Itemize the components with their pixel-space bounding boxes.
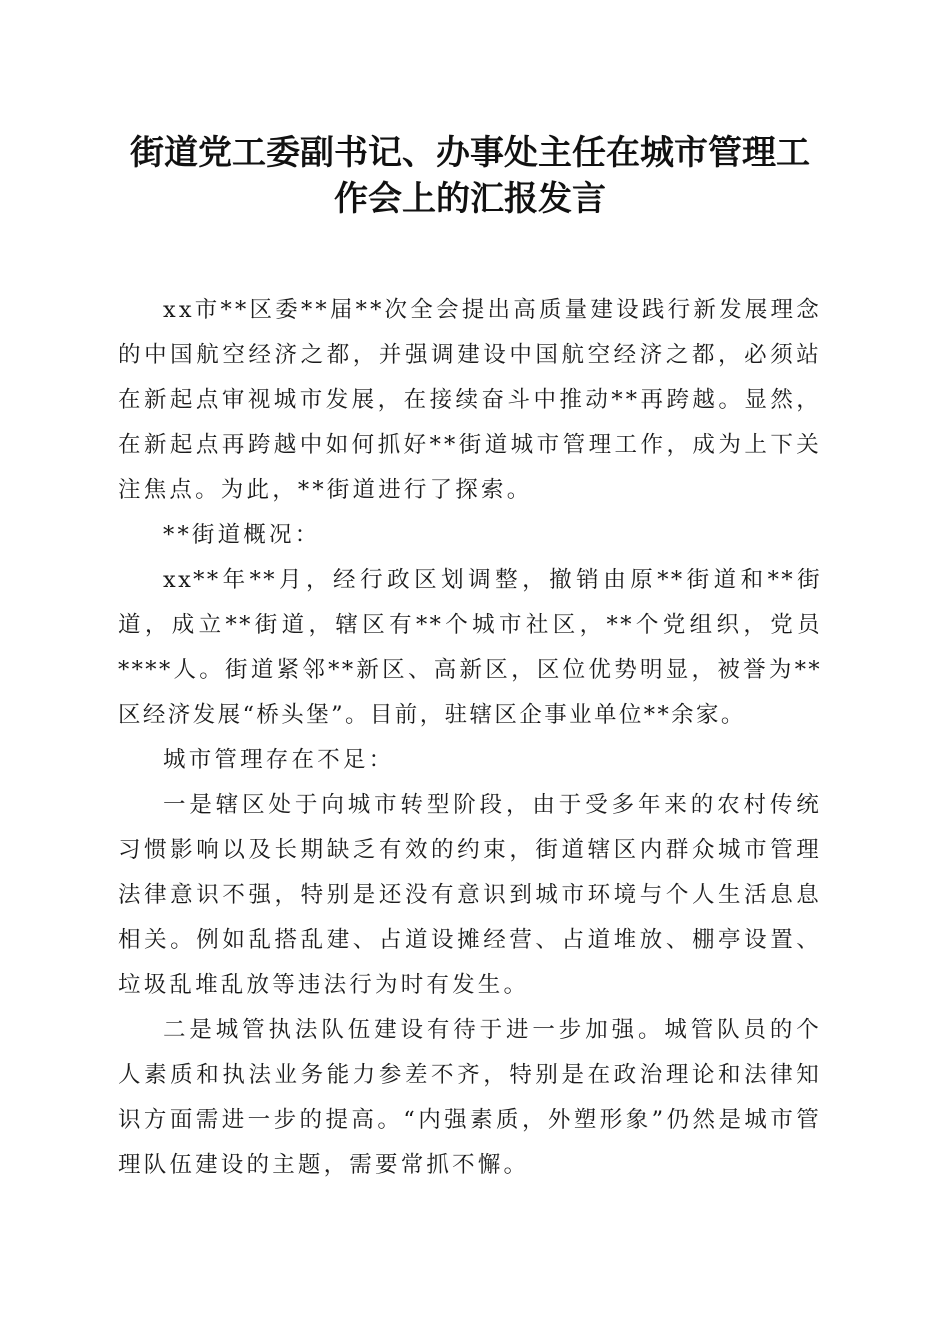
- paragraph-shortcomings-heading: 城市管理存在不足：: [163, 747, 395, 773]
- paragraph-overview: xx**年**月，经行政区划调整，撤销由原**街道和**街道，成立**街道，辖区有**个城市社区，**个党组织，党员****人。街道紧邻**新区、高新区，区位优势明显，被誉为**区经济发展“桥头堡”。目前，驻辖区企事业单位**余家。: [118, 567, 822, 728]
- document-title: 街道党工委副书记、办事处主任在城市管理工作会上的汇报发言: [130, 133, 810, 219]
- paragraph-shortcoming-two: 二是城管执法队伍建设有待于进一步加强。城管队员的个人素质和执法业务能力参差不齐，特别是在政治理论和法律知识方面需进一步的提高。“内强素质，外塑形象”仍然是城市管理队伍建设的主题，需要常抓不懈。: [118, 1017, 822, 1178]
- paragraph-shortcoming-one: 一是辖区处于向城市转型阶段，由于受多年来的农村传统习惯影响以及长期缺乏有效的约束，街道辖区内群众城市管理法律意识不强，特别是还没有意识到城市环境与个人生活息息相关。例如乱搭乱建、占道设摊经营、占道堆放、棚亭设置、垃圾乱堆乱放等违法行为时有发生。: [118, 792, 822, 998]
- paragraph-overview-heading: **街道概况：: [163, 522, 321, 548]
- document-body: [118, 288, 822, 1188]
- paragraph-intro: xx市**区委**届**次全会提出高质量建设践行新发展理念的中国航空经济之都，并强调建设中国航空经济之都，必须站在新起点审视城市发展，在接续奋斗中推动**再跨越。显然，在新起点再跨越中如何抓好**街道城市管理工作，成为上下关注焦点。为此，**街道进行了探索。: [118, 297, 822, 503]
